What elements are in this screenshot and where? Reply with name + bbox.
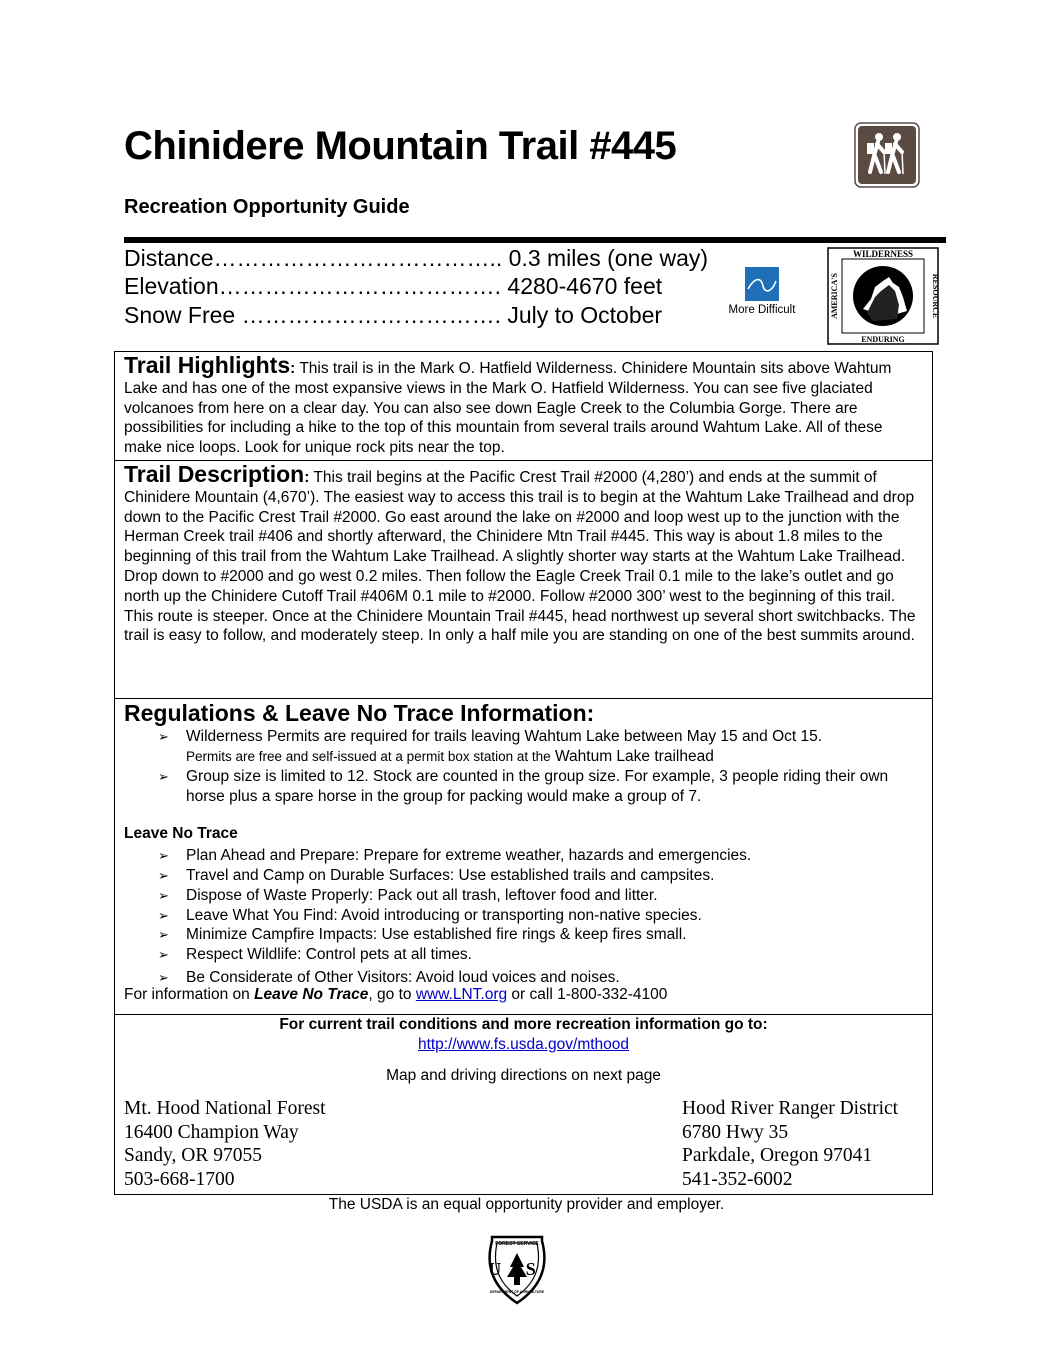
list-item [158, 886, 918, 906]
permit-line: Wilderness Permits are required for trails leaving Wahtum Lake between May 15 and Oct 15. [186, 728, 823, 745]
bullet-arrow-icon: ➢ [158, 868, 169, 883]
shield-bottom-text: DEPARTMENT OF AGRICULTURE [489, 1290, 545, 1294]
current-info-text: For current trail conditions and more recreation information go to: [279, 1016, 768, 1033]
forest-address [124, 1097, 325, 1191]
more-difficult-icon [745, 267, 779, 301]
lnt-item: Respect Wildlife: Control pets at all times. [186, 946, 472, 963]
eeo-statement: The USDA is an equal opportunity provider and employer. [328, 1196, 725, 1213]
seal-left-text: AMERICA'S [830, 273, 839, 319]
address-line: 503-668-1700 [124, 1168, 235, 1190]
lnt-info-emphasis: Leave No Trace [254, 986, 369, 1003]
highlights-heading: Trail Highlights [124, 352, 291, 378]
list-item [158, 945, 918, 965]
header-rule [124, 237, 946, 243]
description-heading: Trail Description [124, 461, 305, 487]
leave-no-trace-heading: Leave No Trace [124, 825, 238, 842]
list-item [158, 968, 918, 988]
forest-url-link[interactable]: http://www.fs.usda.gov/mthood [417, 1036, 630, 1053]
page-title: Chinidere Mountain Trail #445 [124, 124, 677, 168]
page-subtitle: Recreation Opportunity Guide [124, 196, 410, 218]
description-colon: : [304, 469, 310, 486]
hiking-sign-icon [854, 122, 920, 188]
lnt-info-line [124, 986, 667, 1004]
lnt-item: Travel and Camp on Durable Surfaces: Use established trails and campsites. [186, 867, 715, 884]
bullet-arrow-icon: ➢ [158, 888, 169, 903]
address-line: Sandy, OR 97055 [124, 1145, 262, 1167]
elevation-stat: Elevation………………………………. 4280-4670 feet [124, 273, 663, 299]
lnt-info-suffix: or call 1-800-332-4100 [507, 986, 668, 1003]
bullet-arrow-icon: ➢ [158, 927, 169, 942]
bullet-arrow-icon: ➢ [158, 848, 169, 863]
list-item [158, 727, 918, 767]
list-item [158, 846, 918, 866]
shield-top-text: FOREST SERVICE [495, 1241, 539, 1247]
current-url-row [114, 1036, 933, 1054]
bullet-arrow-icon: ➢ [158, 908, 169, 923]
district-address [682, 1097, 898, 1191]
forest-service-shield-icon [484, 1233, 550, 1305]
bullet-arrow-icon: ➢ [158, 970, 169, 985]
seal-top-text: WILDERNESS [852, 249, 914, 259]
permit-note: Permits are free and self-issued at a permit box station at the [186, 749, 551, 764]
regulations-heading: Regulations & Leave No Trace Information: [124, 700, 595, 726]
lnt-item: Plan Ahead and Prepare: Prepare for extreme weather, hazards and emergencies. [186, 847, 752, 864]
highlights-colon: : [290, 360, 296, 377]
lnt-info-prefix: For information on [124, 986, 255, 1003]
difficulty-label: More Difficult [728, 304, 796, 316]
bullet-arrow-icon: ➢ [158, 769, 169, 784]
wilderness-seal-icon [827, 247, 939, 345]
permit-trailhead: Wahtum Lake trailhead [550, 748, 714, 765]
list-item [158, 866, 918, 886]
lnt-item: Be Considerate of Other Visitors: Avoid loud voices and noises. [186, 969, 620, 986]
highlights-text: This trail is in the Mark O. Hatfield Wilderness. Chinidere Mountain sits above Wahtum Lake and has one of the most expansive views in the Mark O. Hatfield Wilderness. You can see five glaciated volcanoes from here on a clear day. You can also see down Eagle Creek to the Columbia Gorge. There are possibilities for including a hike to the top of this mountain from several trails around Wahtum Lake. All of these make nice loops. Look for unique rock pits near the top. [124, 360, 892, 457]
list-item [158, 767, 918, 807]
address-line: Parkdale, Oregon 97041 [682, 1145, 873, 1167]
address-line: Mt. Hood National Forest [124, 1098, 326, 1119]
distance-stat: Distance……………………………….. 0.3 miles (one way) [124, 245, 709, 271]
list-item [158, 906, 918, 926]
description-section [124, 461, 924, 646]
address-line: 16400 Champion Way [124, 1121, 299, 1143]
lnt-link[interactable]: www.LNT.org [415, 986, 508, 1003]
lnt-item: Leave What You Find: Avoid introducing or transporting non-native species. [186, 907, 702, 924]
address-line: 541-352-6002 [682, 1168, 793, 1190]
lnt-item: Dispose of Waste Properly: Pack out all trash, leftover food and litter. [186, 887, 658, 904]
address-line: Hood River Ranger District [682, 1098, 899, 1119]
bullet-arrow-icon: ➢ [158, 947, 169, 962]
seal-right-text: RESOURCE [931, 273, 940, 319]
bullet-arrow-icon: ➢ [158, 729, 169, 744]
address-line: 6780 Hwy 35 [682, 1121, 789, 1143]
seal-bottom-text: ENDURING [861, 335, 905, 344]
highlights-section [124, 352, 924, 458]
lnt-info-middle: , go to [368, 986, 416, 1003]
list-item [158, 925, 918, 945]
lnt-item: Minimize Campfire Impacts: Use established fire rings & keep fires small. [186, 926, 687, 943]
shield-letters: U S [488, 1259, 546, 1279]
description-text: This trail begins at the Pacific Crest Trail #2000 (4,280’) and ends at the summit of Chinidere Mountain (4,670’). The easiest way to access this trail is to begin at the Wahtum Lake Trailhead and drop down to the Pacific Crest Trail #2000. Go east around the lake on #2000 and loop west up to the junction with the Herman Creek trail #406 and shortly afterward, the Chinidere Mtn Trail #445. This way is about 1.8 miles to the beginning of this trail from the Wahtum Lake Trailhead. A slightly shorter way starts at the Wahtum Lake Trailhead. Drop down to #2000 and go west 0.2 miles. Then follow the Eagle Creek Trail 0.1 mile to the lake’s outlet and go north up the Chinidere Cutoff Trail #406M 0.1 mile to #2000. Follow #2000 300’ west to the beginning of this trail. This route is steeper. Once at the Chinidere Mountain Trail #445, head northwest up several short switchbacks. The trail is easy to follow, and moderately steep. In only a half mile you are standing on one of the best summits around. [124, 469, 916, 645]
group-size-text: Group size is limited to 12. Stock are counted in the group size. For example, 3 people riding their own horse plus a spare horse in the group for packing would make a group of 7. [186, 768, 889, 805]
snow-free-stat: Snow Free ……………………………. July to October [124, 302, 663, 328]
map-note: Map and driving directions on next page [386, 1067, 661, 1084]
